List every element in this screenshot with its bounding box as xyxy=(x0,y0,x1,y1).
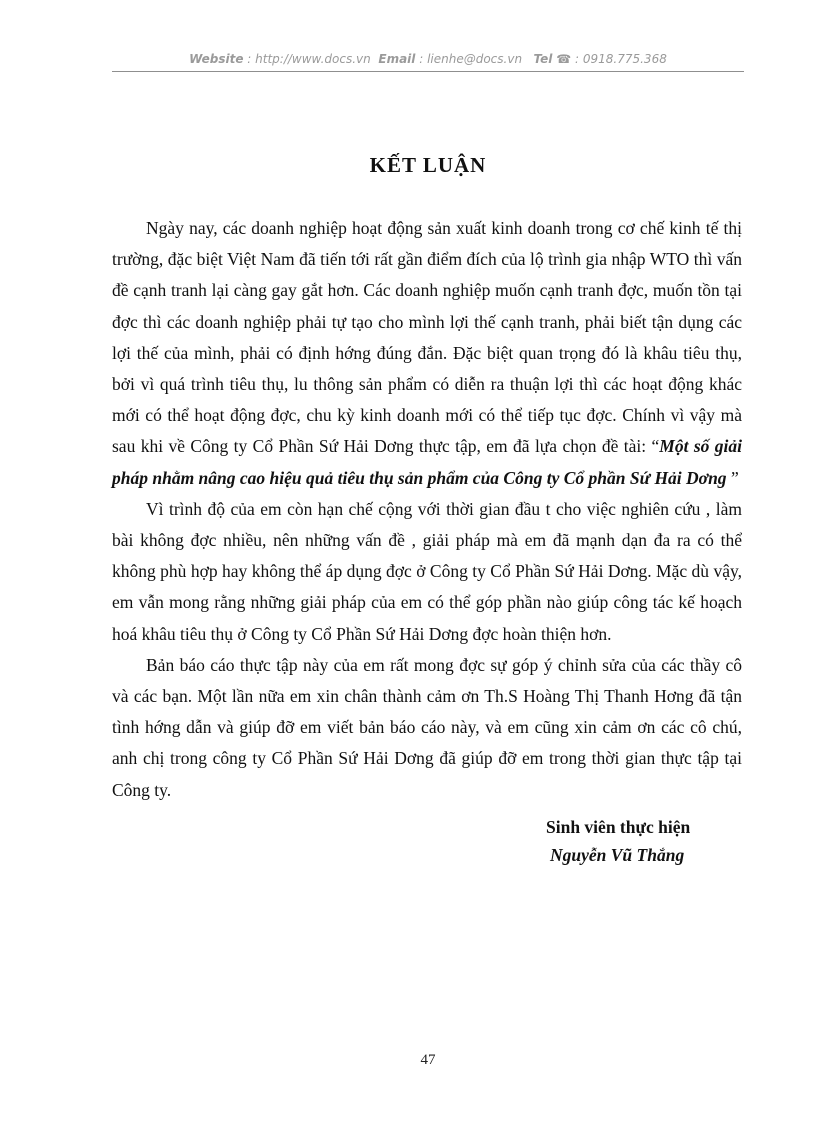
thesis-topic: Một số giải pháp nhằm nâng cao hiệu quả tiêu thụ sản phẩm của Công ty Cổ phần Sứ Hải Dơng xyxy=(112,436,742,488)
email-value: : lienhe@docs.vn xyxy=(415,52,523,66)
phone-icon: ☎ xyxy=(556,52,572,66)
website-label: Website xyxy=(189,52,244,66)
paragraph-1-close: ” xyxy=(726,467,739,488)
signature-role: Sinh viên thực hiện xyxy=(546,817,691,837)
paragraph-2: Vì trình độ của em còn hạn chế cộng với thời gian đầu t cho việc nghiên cứu , làm bài không đợc nhiều, nên những vấn đề , giải pháp mà em đã mạnh dạn đa ra có thể không phù hợp hay không thể áp dụng đợc ở Công ty Cổ Phần Sứ Hải Dơng. Mặc dù vậy, em vẫn mong rằng những giải pháp của em có thể góp phần nào giúp công tác kế hoạch hoá khâu tiêu thụ ở Công ty Cổ Phần Sứ Hải Dơng đợc hoàn thiện hơn. xyxy=(112,498,742,644)
paragraph-1 xyxy=(112,213,742,494)
header-divider xyxy=(112,71,744,72)
paragraph-1-intro: Ngày nay, các doanh nghiệp hoạt động sản xuất kinh doanh trong cơ chế kinh tế thị trường, đặc biệt Việt Nam đã tiến tới rất gần điểm đích của lộ trình gia nhập WTO thì vấn đề cạnh tranh lại càng gay gắt hơn. Các doanh nghiệp muốn cạnh tranh đợc, muốn tồn tại đợc thì các doanh nghiệp phải tự tạo cho mình lợi thế cạnh tranh, phải biết tận dụng các lợi thế của mình, phải có định hớng đúng đắn. Đặc biệt quan trọng đó là khâu tiêu thụ, bởi vì quá trình tiêu thụ, lu thông sản phẩm có diễn ra thuận lợi thì các hoạt động khác mới có thể hoạt động đợc, chu kỳ kinh doanh mới có thể tiếp tục đợc. Chính vì vậy mà sau khi về Công ty Cổ Phần Sứ Hải Dơng thực tập, em đã lựa chọn đề tài: “ xyxy=(112,218,742,457)
website-value: : http://www.docs.vn xyxy=(243,52,371,66)
signature-block xyxy=(546,813,690,869)
page-header xyxy=(112,50,744,68)
paragraph-3: Bản báo cáo thực tập này của em rất mong đợc sự góp ý chỉnh sửa của các thầy cô và các bạn. Một lần nữa em xin chân thành cảm ơn Th.S Hoàng Thị Thanh Hơng đã tận tình hớng dẫn và giúp đỡ em viết bản báo cáo này, và em cũng xin cảm ơn các cô chú, anh chị trong công ty Cổ Phần Sứ Hải Dơng đã giúp đỡ em trong thời gian thực tập tại Công ty. xyxy=(112,654,742,800)
tel-label: Tel xyxy=(533,52,553,66)
signature-name: Nguyễn Vũ Thắng xyxy=(550,845,685,865)
email-label: Email xyxy=(378,52,416,66)
tel-value: : 0918.775.368 xyxy=(571,52,667,66)
page-title: KẾT LUẬN xyxy=(369,153,487,177)
page-number: 47 xyxy=(420,1052,436,1068)
document-body xyxy=(112,213,742,806)
